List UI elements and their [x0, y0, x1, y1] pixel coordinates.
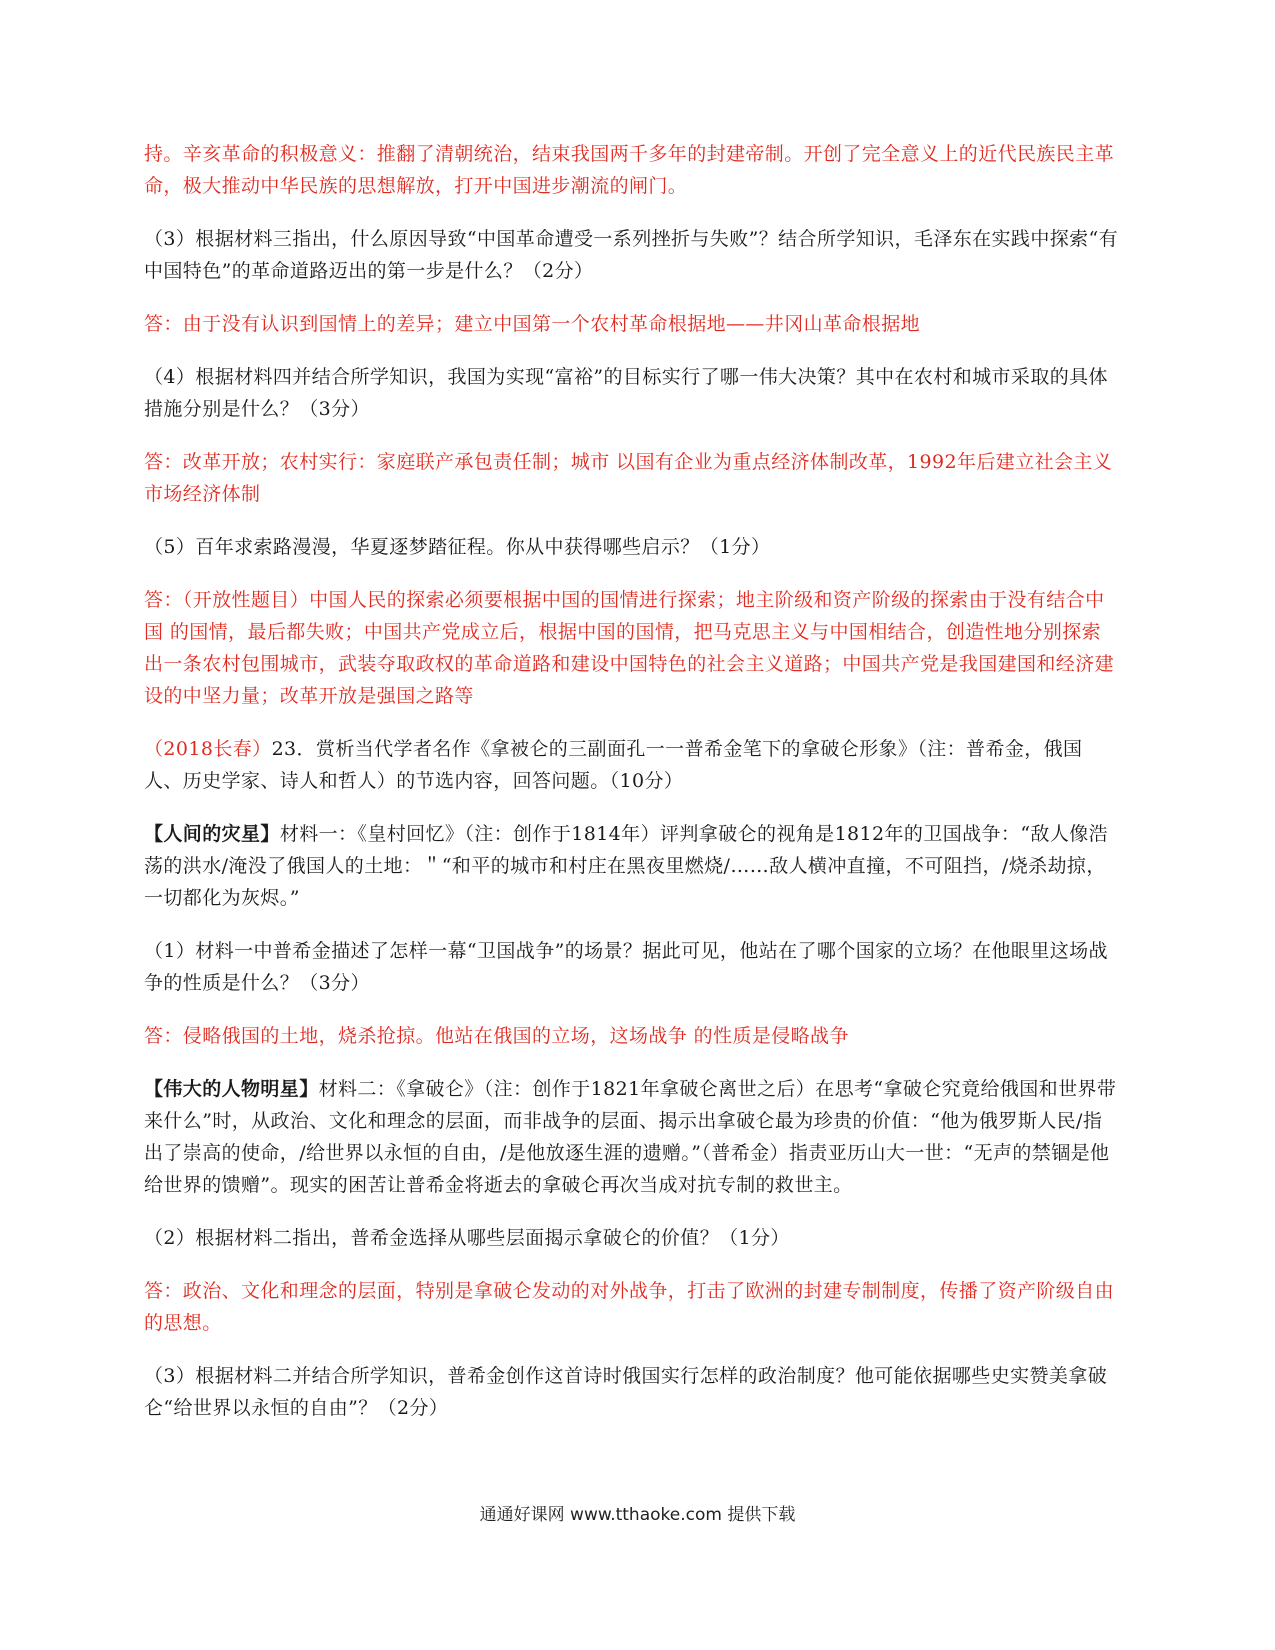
- material-two-paragraph: [144, 1073, 1119, 1201]
- question-3-paragraph: （3）根据材料三指出，什么原因导致“中国革命遭受一系列挫折与失败”？结合所学知识，毛泽东在实践中探索“有中国特色”的革命道路迈出的第一步是什么？（2分）: [144, 228, 1119, 282]
- question-4-paragraph: （4）根据材料四并结合所学知识，我国为实现“富裕”的目标实行了哪一伟大决策？其中在农村和城市采取的具体措施分别是什么？（3分）: [144, 366, 1108, 420]
- answer-paragraph: 持。辛亥革命的积极意义：推翻了清朝统治，结束我国两千多年的封建帝制。开创了完全意义上的近代民族民主革命，极大推动中华民族的思想解放，打开中国进步潮流的闸门。: [144, 143, 1115, 197]
- material-one-text: 材料一：《皇村回忆》（注：创作于1814年）评判拿破仑的视角是1812年的卫国战争：“敌人像浩荡的洪水/淹没了俄国人的土地：＂“和平的城市和村庄在黑夜里燃烧/……敌人横冲直撞，不可阻挡，/烧杀劫掠，一切都化为灰烬。”: [144, 823, 1109, 909]
- question-2-paragraph: （2）根据材料二指出，普希金选择从哪些层面揭示拿破仑的价值？（1分）: [144, 1227, 790, 1249]
- answer-paragraph: 答：改革开放；农村实行：家庭联产承包责任制；城市 以国有企业为重点经济体制改革，1992年后建立社会主义市场经济体制: [144, 451, 1113, 505]
- question-23-intro: [144, 733, 1119, 797]
- question-1-paragraph: （1）材料一中普希金描述了怎样一幕“卫国战争”的场景？据此可见，他站在了哪个国家的立场？在他眼里这场战争的性质是什么？（3分）: [144, 940, 1108, 994]
- source-tag: （2018长春）: [144, 738, 272, 760]
- document-page: [144, 138, 1119, 1445]
- question-23-text: 23．赏析当代学者名作《拿被仑的三副面孔一一普希金笔下的拿破仑形象》（注：普希金，俄国人、历史学家、诗人和哲人）的节选内容，回答问题。（10分）: [144, 738, 1083, 792]
- answer-paragraph: 答：由于没有认识到国情上的差异；建立中国第一个农村革命根据地——井冈山革命根据地: [144, 313, 921, 335]
- section-heading: 【人间的灾星】: [144, 823, 280, 845]
- material-two-text: 材料二：《拿破仑》（注：创作于1821年拿破仑离世之后）在思考“拿破仑究竟给俄国和世界带来什么”时，从政治、文化和理念的层面，而非战争的层面、揭示出拿破仑最为珍贵的价值：“他为俄罗斯人民/指出了崇高的使命，/给世界以永恒的自由，/是他放逐生涯的遗赠。”（普希金）指责亚历山大一世：“无声的禁锢是他给世界的馈赠”。现实的困苦让普希金将逝去的拿破仑再次当成对抗专制的救世主。: [144, 1078, 1117, 1196]
- question-3b-paragraph: （3）根据材料二并结合所学知识，普希金创作这首诗时俄国实行怎样的政治制度？他可能依据哪些史实赞美拿破仑“给世界以永恒的自由”？（2分）: [144, 1365, 1108, 1419]
- section-heading: 【伟大的人物明星】: [144, 1078, 319, 1100]
- answer-paragraph: 答：（开放性题目）中国人民的探索必须要根据中国的国情进行探索；地主阶级和资产阶级的探索由于没有结合中 国 的国情，最后都失败；中国共产党成立后，根据中国的国情，把马克思主义与中国相结合，创造性地分别探索出一条农村包围城市，武装夺取政权的革命道路和建设中国特色的社会主义道路；中国共产党是我国建国和经济建设的中坚力量；改革开放是强国之路等: [144, 589, 1115, 707]
- answer-paragraph: 答：政治、文化和理念的层面，特别是拿破仑发动的对外战争，打击了欧洲的封建专制制度，传播了资产阶级自由的思想。: [144, 1280, 1115, 1334]
- page-footer: 通通好课网 www.tthaoke.com 提供下载: [479, 1505, 796, 1525]
- question-5-paragraph: （5）百年求索路漫漫，华夏逐梦踏征程。你从中获得哪些启示？（1分）: [144, 536, 771, 558]
- material-one-paragraph: [144, 818, 1119, 914]
- answer-paragraph: 答：侵略俄国的土地，烧杀抢掠。他站在俄国的立场，这场战争 的性质是侵略战争: [144, 1025, 849, 1047]
